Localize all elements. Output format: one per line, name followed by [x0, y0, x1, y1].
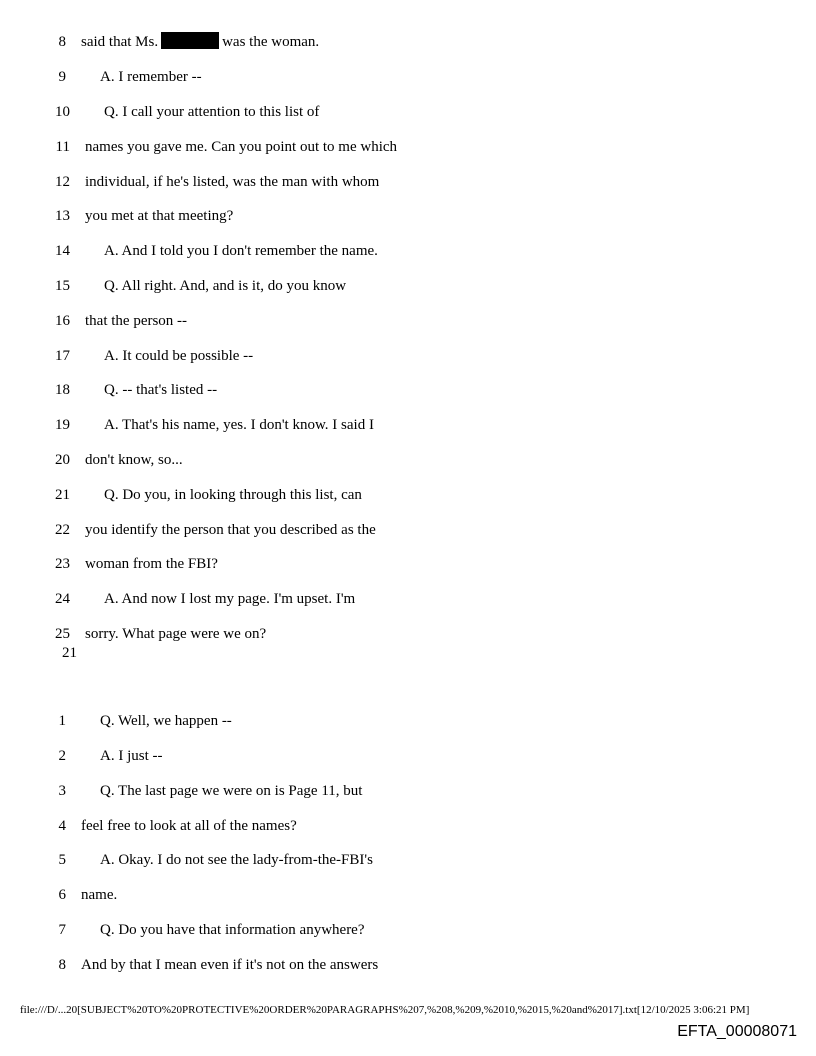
line-number: 23: [55, 556, 70, 572]
line-text: Q. Well, we happen --: [100, 713, 232, 729]
line-text: name.: [81, 887, 118, 903]
line-text: And by that I mean even if it's not on the answers: [81, 957, 379, 973]
line-number: 8: [58, 34, 66, 50]
line-text: A. Okay. I do not see the lady-from-the-FBI's: [100, 852, 373, 868]
document-id: EFTA_00008071: [677, 1023, 797, 1040]
line-text: Q. I call your attention to this list of: [104, 104, 320, 120]
line-text: Q. Do you have that information anywhere?: [100, 922, 365, 938]
line-number: 4: [58, 818, 66, 834]
line-number: 9: [58, 69, 66, 85]
line-text: A. And I told you I don't remember the name.: [104, 243, 378, 259]
line-text: woman from the FBI?: [85, 556, 218, 572]
line-text: A. I remember --: [100, 69, 202, 85]
line-number: 13: [55, 208, 70, 224]
line-number: 21: [55, 487, 70, 503]
line-number: 25: [55, 626, 70, 642]
line-text: Q. Do you, in looking through this list, can: [104, 487, 362, 503]
line-text: Q. The last page we were on is Page 11, but: [100, 783, 363, 799]
line-number: 19: [55, 417, 70, 433]
line-text: A. And now I lost my page. I'm upset. I'm: [104, 591, 356, 607]
line-number: 22: [55, 522, 70, 538]
line-number: 10: [55, 104, 70, 120]
line-number: 11: [55, 139, 70, 155]
line-number: 3: [58, 783, 66, 799]
line-number: 14: [55, 243, 70, 259]
line-text-before-redaction: said that Ms.: [81, 34, 159, 50]
line-number: 5: [58, 852, 66, 868]
line-text: don't know, so...: [85, 452, 183, 468]
line-number: 20: [55, 452, 70, 468]
line-text: that the person --: [85, 313, 188, 329]
line-number: 24: [55, 591, 70, 607]
line-number: 18: [55, 382, 70, 398]
line-text: Q. -- that's listed --: [104, 382, 218, 398]
line-text: feel free to look at all of the names?: [81, 818, 297, 834]
redaction-box: [161, 32, 219, 49]
line-text: A. That's his name, yes. I don't know. I said I: [104, 417, 374, 433]
line-text-after-redaction: was the woman.: [222, 34, 320, 50]
line-text: sorry. What page were we on?: [85, 626, 267, 642]
page-number: 21: [62, 645, 77, 661]
line-text: A. I just --: [100, 748, 163, 764]
line-number: 15: [55, 278, 70, 294]
line-text: Q. All right. And, and is it, do you know: [104, 278, 347, 294]
line-number: 2: [58, 748, 66, 764]
line-number: 17: [55, 348, 70, 364]
line-text: individual, if he's listed, was the man with whom: [85, 174, 380, 190]
line-text: A. It could be possible --: [104, 348, 254, 364]
line-number: 7: [58, 922, 66, 938]
line-text: [81, 32, 319, 52]
line-number: 1: [58, 713, 66, 729]
line-number: 6: [58, 887, 66, 903]
line-number: 8: [58, 957, 66, 973]
line-text: you identify the person that you described as the: [85, 522, 376, 538]
line-number: 16: [55, 313, 70, 329]
line-number: 12: [55, 174, 70, 190]
line-text: you met at that meeting?: [85, 208, 234, 224]
file-path-footer: file:///D/...20[SUBJECT%20TO%20PROTECTIVE%20ORDER%20PARAGRAPHS%207,%208,%209,%2010,%2015,%20and%2017].txt[12/10/2025 3:06:21 PM]: [20, 1004, 750, 1016]
line-text: names you gave me. Can you point out to me which: [85, 139, 398, 155]
